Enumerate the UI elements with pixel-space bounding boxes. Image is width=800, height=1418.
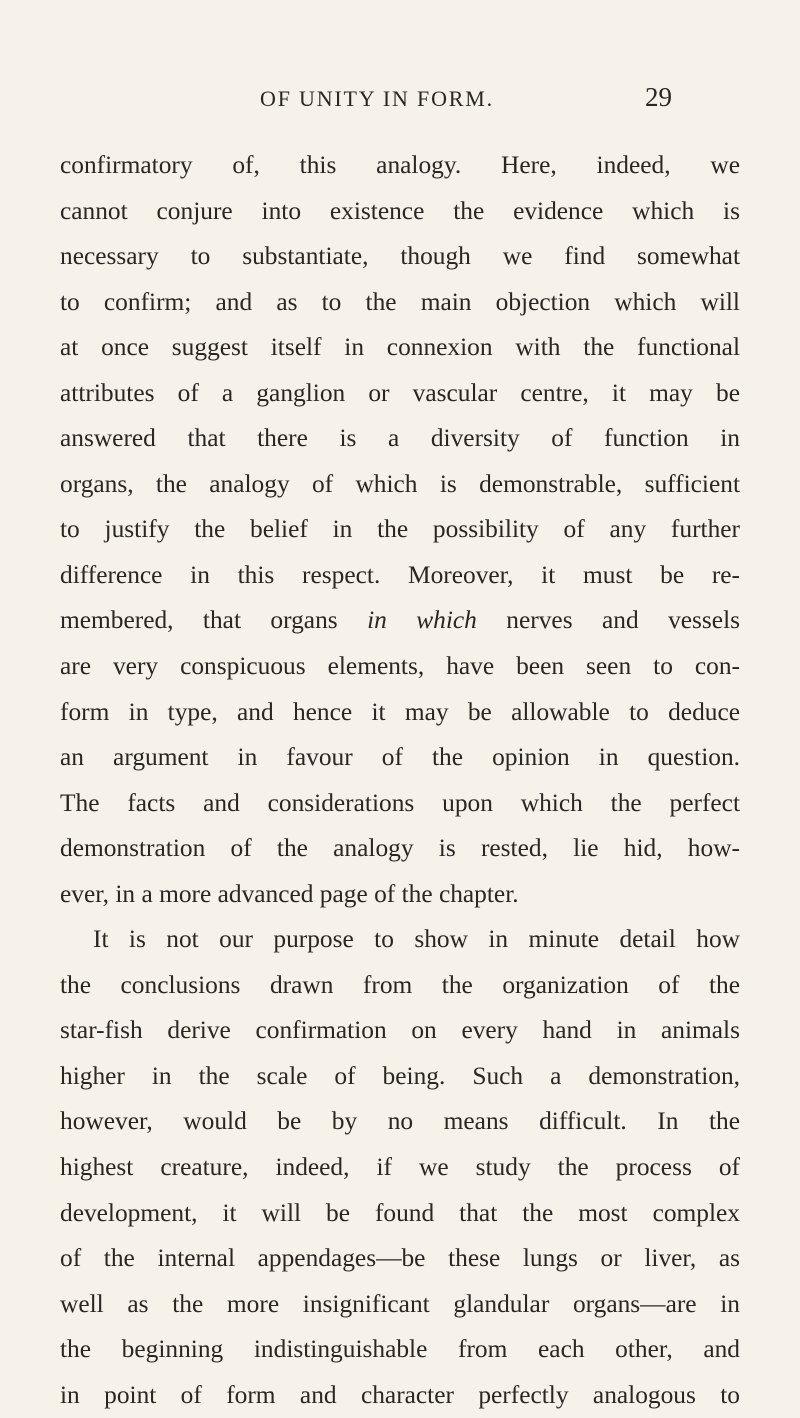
text-line: membered, that organs in which nerves and vessels xyxy=(60,606,740,635)
text-line: highest creature, indeed, if we study the process of xyxy=(60,1153,740,1182)
page-number: 29 xyxy=(645,82,672,112)
paragraph xyxy=(60,917,740,1418)
text-line: however, would be by no means difficult. In the xyxy=(60,1107,740,1136)
text-line: the conclusions drawn from the organization of the xyxy=(60,970,740,999)
text-line: the beginning indistinguishable from each other, and xyxy=(60,1335,740,1364)
text-line: confirmatory of, this analogy. Here, indeed, we xyxy=(60,151,740,179)
text-line: in point of form and character perfectly analogous to xyxy=(60,1380,740,1409)
text-line: well as the more insignificant glandular organs—are in xyxy=(60,1289,740,1318)
text-line: development, it will be found that the most complex xyxy=(60,1198,740,1227)
text-line: star-fish derive confirmation on every hand in animals xyxy=(60,1016,740,1045)
text-line: at once suggest itself in connexion with the functional xyxy=(60,333,740,362)
text-line: The facts and considerations upon which the perfect xyxy=(60,788,740,817)
text-line: answered that there is a diversity of function in xyxy=(60,424,740,453)
text-line: It is not our purpose to show in minute detail how xyxy=(93,925,740,954)
text-line: to justify the belief in the possibility of any further xyxy=(60,515,740,544)
italic-phrase: in which xyxy=(367,606,477,635)
text-line: an argument in favour of the opinion in question. xyxy=(60,743,740,772)
text-line: higher in the scale of being. Such a demonstration, xyxy=(60,1061,740,1090)
text-line: to confirm; and as to the main objection which will xyxy=(60,287,740,316)
text-line: organs, the analogy of which is demonstrable, sufficient xyxy=(60,469,740,498)
text-line: form in type, and hence it may be allowable to deduce xyxy=(60,697,740,726)
text-line: ever, in a more advanced page of the chapter. xyxy=(60,879,519,908)
text-line: difference in this respect. Moreover, it must be re- xyxy=(60,560,740,589)
page-header xyxy=(0,84,800,114)
text-line: of the internal appendages—be these lungs or liver, as xyxy=(60,1244,740,1273)
running-head: OF UNITY IN FORM. xyxy=(260,86,494,111)
text-line: necessary to substantiate, though we find somewhat xyxy=(60,242,740,271)
text-line: attributes of a ganglion or vascular centre, it may be xyxy=(60,378,740,407)
paragraph xyxy=(60,143,740,917)
text-line: cannot conjure into existence the evidence which is xyxy=(60,196,740,225)
body-text xyxy=(60,143,740,1418)
text-line: demonstration of the analogy is rested, lie hid, how- xyxy=(60,834,740,863)
text-line: are very conspicuous elements, have been seen to con- xyxy=(60,652,740,681)
